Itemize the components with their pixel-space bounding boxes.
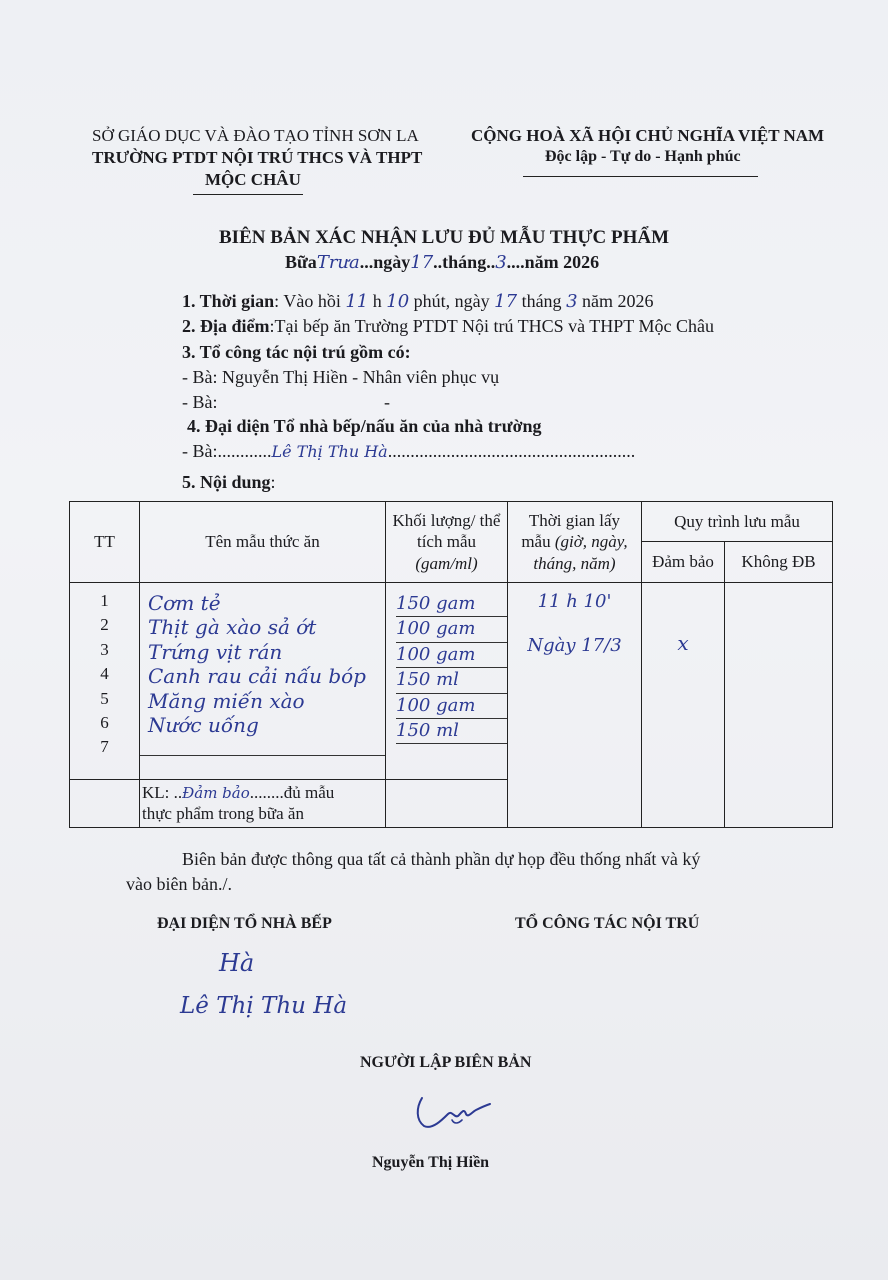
row-tt: 5 xyxy=(100,688,109,708)
day-value: 17 xyxy=(410,252,434,273)
hour-value: 11 xyxy=(345,291,369,312)
kitchen-member-name: Lê Thị Thu Hà xyxy=(271,442,388,461)
team-member-2-dash: - xyxy=(384,392,390,412)
header-weight-line2: tích mẫu xyxy=(416,532,476,552)
food-name: Trứng vịt rán xyxy=(148,639,283,664)
header-food-name: Tên mẫu thức ăn xyxy=(140,502,386,583)
ok-mark: x xyxy=(677,631,689,655)
food-weight: 150 ml xyxy=(396,668,507,693)
team-member-2: - Bà: xyxy=(182,392,218,412)
motto: Độc lập - Tự do - Hạnh phúc xyxy=(545,148,741,165)
header-time-line2b: (giờ, ngày, xyxy=(554,532,628,552)
kitchen-rep-title: ĐẠI DIỆN TỔ NHÀ BẾP xyxy=(157,915,332,932)
meal-value: Trưa xyxy=(316,252,360,273)
time-month-value: 3 xyxy=(566,291,578,312)
month-value: 3 xyxy=(495,252,507,273)
kl-line2: thực phẩm trong bữa ăn xyxy=(142,804,304,824)
kitchen-rep-signature: Hà xyxy=(219,949,255,977)
row-tt: 2 xyxy=(100,615,109,635)
food-name-cell xyxy=(140,583,386,780)
sample-time-value-2: Ngày 17/3 xyxy=(527,635,622,656)
kitchen-rep-name-handwritten: Lê Thị Thu Hà xyxy=(180,993,348,1019)
author-signature xyxy=(408,1090,498,1135)
team-member-1: - Bà: Nguyễn Thị Hiền - Nhân viên phục vụ xyxy=(182,367,500,387)
tt-cell xyxy=(70,583,140,780)
food-weight xyxy=(396,744,507,768)
food-name: Măng miến xào xyxy=(148,688,305,713)
document-subtitle xyxy=(285,252,599,274)
header-time-line2a: mẫu xyxy=(521,532,555,552)
time-text4: năm 2026 xyxy=(582,291,654,311)
header-weight-line3: (gam/ml) xyxy=(415,553,478,573)
header-time-line3: tháng, năm) xyxy=(533,553,616,573)
header-weight-line1: Khối lượng/ thể xyxy=(392,511,501,531)
content-label: 5. Nội dung xyxy=(182,472,271,492)
food-name: Cơm tẻ xyxy=(148,591,221,615)
place-label: 2. Địa điểm xyxy=(182,316,270,336)
subtitle-prefix: Bữa xyxy=(285,252,317,272)
row-tt: 7 xyxy=(100,737,109,757)
hour-unit: h xyxy=(372,291,382,311)
kitchen-label: 4. Đại diện Tổ nhà bếp/nấu ăn của nhà trường xyxy=(187,416,542,436)
food-name: Nước uống xyxy=(148,712,259,737)
header-sample-time xyxy=(508,502,642,583)
not-ok-cell xyxy=(725,583,833,828)
kitchen-member-dots: ....................................................... xyxy=(387,441,636,461)
row-tt: 6 xyxy=(100,712,109,732)
team-label: 3. Tổ công tác nội trú gồm có: xyxy=(182,342,411,362)
row-tt: 3 xyxy=(100,639,109,659)
subtitle-month-label: ..tháng.. xyxy=(433,252,496,272)
time-text3: tháng xyxy=(521,291,562,311)
subtitle-year: ....năm 2026 xyxy=(506,252,600,272)
time-text1: : Vào hồi xyxy=(274,291,341,311)
header-process: Quy trình lưu mẫu xyxy=(642,502,833,542)
row-divider xyxy=(140,755,385,756)
food-name: Canh rau cải nấu bóp xyxy=(148,664,366,689)
header-tt: TT xyxy=(70,502,140,583)
kl-value: Đảm bảo xyxy=(182,784,250,802)
kl-cell xyxy=(140,780,386,828)
weight-cell xyxy=(386,583,508,780)
food-name: Thịt gà xào sả ớt xyxy=(148,615,317,640)
kitchen-member xyxy=(182,441,635,462)
header-ok: Đảm bảo xyxy=(642,542,725,583)
kl-weight-cell xyxy=(386,780,508,828)
closing-line-2: vào biên bản./. xyxy=(126,874,232,894)
country-name: CỘNG HOÀ XÃ HỘI CHỦ NGHĨA VIỆT NAM xyxy=(471,126,825,145)
kitchen-member-prefix: - Bà:............ xyxy=(182,441,272,461)
food-sample-table xyxy=(69,501,833,828)
ok-cell xyxy=(642,583,725,828)
header-time-line1: Thời gian lấy xyxy=(528,511,621,531)
content-line xyxy=(182,472,276,493)
sample-time-cell xyxy=(508,583,642,828)
content-colon: : xyxy=(270,472,276,492)
closing-line-1: Biên bản được thông qua tất cả thành phần dự họp đều thống nhất và ký xyxy=(182,849,701,869)
food-weight: 150 gam xyxy=(396,592,507,617)
kl-tt-cell xyxy=(70,780,140,828)
row-tt: 1 xyxy=(100,591,109,610)
document-title: BIÊN BẢN XÁC NHẬN LƯU ĐỦ MẪU THỰC PHẨM xyxy=(219,227,670,248)
school-name-line2: MỘC CHÂU xyxy=(205,170,301,189)
food-weight: 100 gam xyxy=(396,617,507,642)
author-name: Nguyễn Thị Hiền xyxy=(372,1154,490,1171)
place-line xyxy=(182,316,714,337)
food-weight: 100 gam xyxy=(396,643,507,668)
food-name xyxy=(148,737,385,761)
row-tt: 4 xyxy=(100,664,109,684)
time-line xyxy=(182,291,654,313)
team-title: TỔ CÔNG TÁC NỘI TRÚ xyxy=(515,915,700,932)
header-left-underline xyxy=(193,194,303,195)
kl-suffix: ........đủ mẫu xyxy=(249,783,335,802)
time-text2: phút, ngày xyxy=(413,291,490,311)
place-text: :Tại bếp ăn Trường PTDT Nội trú THCS và THPT Mộc Châu xyxy=(269,316,714,336)
time-day-value: 17 xyxy=(494,291,518,312)
sample-time-value-1: 11 h 10' xyxy=(537,591,612,612)
author-title: NGƯỜI LẬP BIÊN BẢN xyxy=(360,1054,532,1071)
header-right-underline xyxy=(523,176,758,177)
header-not-ok: Không ĐB xyxy=(725,542,833,583)
header-weight xyxy=(386,502,508,583)
food-weight: 100 gam xyxy=(396,694,507,719)
food-weight: 150 ml xyxy=(396,719,507,744)
minute-value: 10 xyxy=(386,291,410,312)
time-label: 1. Thời gian xyxy=(182,291,275,311)
dept-name: SỞ GIÁO DỤC VÀ ĐÀO TẠO TỈNH SƠN LA xyxy=(92,126,419,145)
subtitle-day-label: ...ngày xyxy=(359,252,411,272)
school-name: TRƯỜNG PTDT NỘI TRÚ THCS VÀ THPT xyxy=(92,148,423,167)
kl-prefix: KL: .. xyxy=(142,783,183,802)
